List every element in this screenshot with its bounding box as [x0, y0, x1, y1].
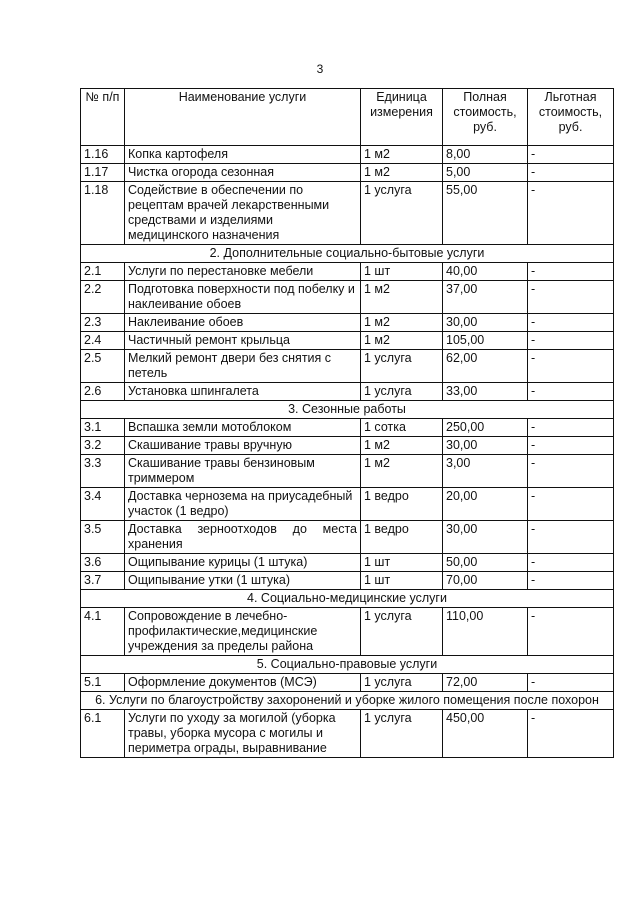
cell-unit: 1 м2 [361, 437, 443, 455]
cell-service-name: Сопровождение в лечебно-профилактические,медицинские учреждения за пределы района [125, 608, 361, 656]
cell-discount-price: - [528, 164, 614, 182]
table-row [81, 710, 614, 758]
cell-full-price: 37,00 [443, 281, 528, 314]
cell-full-price: 30,00 [443, 437, 528, 455]
cell-discount-price: - [528, 455, 614, 488]
cell-unit: 1 услуга [361, 674, 443, 692]
cell-unit: 1 ведро [361, 521, 443, 554]
cell-full-price: 110,00 [443, 608, 528, 656]
section-title: 6. Услуги по благоустройству захоронений и уборке жилого помещения после похорон [81, 692, 614, 710]
page-number: 3 [316, 62, 324, 76]
table-row [81, 455, 614, 488]
cell-service-name: Ощипывание утки (1 штука) [125, 572, 361, 590]
table-row [81, 314, 614, 332]
cell-unit: 1 м2 [361, 455, 443, 488]
cell-discount-price: - [528, 521, 614, 554]
header-num: № п/п [81, 89, 125, 146]
section-header-row [81, 692, 614, 710]
header-name: Наименование услуги [125, 89, 361, 146]
cell-full-price: 450,00 [443, 710, 528, 758]
cell-discount-price: - [528, 383, 614, 401]
cell-full-price: 62,00 [443, 350, 528, 383]
cell-full-price: 105,00 [443, 332, 528, 350]
cell-discount-price: - [528, 350, 614, 383]
table-row [81, 419, 614, 437]
cell-unit: 1 м2 [361, 281, 443, 314]
table-body [81, 146, 614, 758]
cell-number: 5.1 [81, 674, 125, 692]
cell-service-name: Ощипывание курицы (1 штука) [125, 554, 361, 572]
cell-unit: 1 услуга [361, 710, 443, 758]
table-row [81, 332, 614, 350]
cell-full-price: 250,00 [443, 419, 528, 437]
table-row [81, 674, 614, 692]
cell-full-price: 55,00 [443, 182, 528, 245]
cell-full-price: 40,00 [443, 263, 528, 281]
cell-discount-price: - [528, 332, 614, 350]
cell-number: 2.5 [81, 350, 125, 383]
cell-service-name: Услуги по уходу за могилой (уборка травы, уборка мусора с могилы и периметра ограды, выравнивание [125, 710, 361, 758]
cell-number: 2.3 [81, 314, 125, 332]
table-row [81, 608, 614, 656]
cell-discount-price: - [528, 554, 614, 572]
cell-unit: 1 м2 [361, 146, 443, 164]
cell-number: 1.17 [81, 164, 125, 182]
section-title: 2. Дополнительные социально-бытовые услуги [81, 245, 614, 263]
cell-service-name: Содействие в обеспечении по рецептам врачей лекарственными средствами и изделиями медицинского назначения [125, 182, 361, 245]
cell-discount-price: - [528, 710, 614, 758]
cell-full-price: 33,00 [443, 383, 528, 401]
cell-discount-price: - [528, 263, 614, 281]
services-price-table [80, 88, 614, 758]
cell-discount-price: - [528, 419, 614, 437]
cell-full-price: 3,00 [443, 455, 528, 488]
cell-unit: 1 шт [361, 554, 443, 572]
cell-number: 6.1 [81, 710, 125, 758]
cell-discount-price: - [528, 674, 614, 692]
cell-number: 2.4 [81, 332, 125, 350]
header-unit: Единица измерения [361, 89, 443, 146]
cell-service-name: Установка шпингалета [125, 383, 361, 401]
cell-number: 3.7 [81, 572, 125, 590]
cell-full-price: 50,00 [443, 554, 528, 572]
cell-discount-price: - [528, 146, 614, 164]
cell-number: 3.2 [81, 437, 125, 455]
cell-number: 2.6 [81, 383, 125, 401]
cell-discount-price: - [528, 488, 614, 521]
table-row [81, 437, 614, 455]
cell-service-name: Наклеивание обоев [125, 314, 361, 332]
header-discount-price: Льготная стоимость, руб. [528, 89, 614, 146]
cell-number: 3.6 [81, 554, 125, 572]
table-row [81, 263, 614, 281]
cell-service-name: Подготовка поверхности под побелку и наклеивание обоев [125, 281, 361, 314]
cell-discount-price: - [528, 572, 614, 590]
section-header-row [81, 401, 614, 419]
table-row [81, 572, 614, 590]
cell-service-name: Доставка зерноотходов до места хранения [125, 521, 361, 554]
section-title: 5. Социально-правовые услуги [81, 656, 614, 674]
cell-discount-price: - [528, 314, 614, 332]
cell-full-price: 70,00 [443, 572, 528, 590]
table-header-row [81, 89, 614, 146]
cell-discount-price: - [528, 281, 614, 314]
cell-unit: 1 шт [361, 263, 443, 281]
cell-service-name: Оформление документов (МСЭ) [125, 674, 361, 692]
cell-number: 2.1 [81, 263, 125, 281]
cell-number: 3.1 [81, 419, 125, 437]
cell-service-name: Вспашка земли мотоблоком [125, 419, 361, 437]
cell-number: 2.2 [81, 281, 125, 314]
cell-discount-price: - [528, 608, 614, 656]
cell-discount-price: - [528, 437, 614, 455]
cell-full-price: 5,00 [443, 164, 528, 182]
cell-unit: 1 услуга [361, 383, 443, 401]
cell-unit: 1 ведро [361, 488, 443, 521]
cell-service-name: Мелкий ремонт двери без снятия с петель [125, 350, 361, 383]
cell-service-name: Скашивание травы вручную [125, 437, 361, 455]
cell-service-name: Услуги по перестановке мебели [125, 263, 361, 281]
cell-full-price: 20,00 [443, 488, 528, 521]
header-full-price: Полная стоимость, руб. [443, 89, 528, 146]
cell-unit: 1 услуга [361, 350, 443, 383]
cell-full-price: 30,00 [443, 314, 528, 332]
section-title: 4. Социально-медицинские услуги [81, 590, 614, 608]
table-row [81, 164, 614, 182]
cell-unit: 1 м2 [361, 314, 443, 332]
cell-unit: 1 шт [361, 572, 443, 590]
table-row [81, 182, 614, 245]
cell-full-price: 30,00 [443, 521, 528, 554]
cell-unit: 1 услуга [361, 182, 443, 245]
cell-number: 4.1 [81, 608, 125, 656]
cell-number: 1.16 [81, 146, 125, 164]
table-row [81, 383, 614, 401]
cell-service-name: Копка картофеля [125, 146, 361, 164]
cell-service-name: Доставка чернозема на приусадебный участок (1 ведро) [125, 488, 361, 521]
cell-service-name: Частичный ремонт крыльца [125, 332, 361, 350]
table-row [81, 521, 614, 554]
cell-number: 1.18 [81, 182, 125, 245]
table-row [81, 281, 614, 314]
table-row [81, 146, 614, 164]
cell-discount-price: - [528, 182, 614, 245]
cell-unit: 1 сотка [361, 419, 443, 437]
section-header-row [81, 590, 614, 608]
cell-unit: 1 услуга [361, 608, 443, 656]
cell-number: 3.5 [81, 521, 125, 554]
cell-service-name: Скашивание травы бензиновым триммером [125, 455, 361, 488]
cell-full-price: 8,00 [443, 146, 528, 164]
section-header-row [81, 245, 614, 263]
cell-service-name: Чистка огорода сезонная [125, 164, 361, 182]
cell-number: 3.3 [81, 455, 125, 488]
cell-unit: 1 м2 [361, 332, 443, 350]
cell-unit: 1 м2 [361, 164, 443, 182]
section-title: 3. Сезонные работы [81, 401, 614, 419]
table-row [81, 488, 614, 521]
cell-full-price: 72,00 [443, 674, 528, 692]
table-row [81, 554, 614, 572]
table-row [81, 350, 614, 383]
section-header-row [81, 656, 614, 674]
cell-number: 3.4 [81, 488, 125, 521]
